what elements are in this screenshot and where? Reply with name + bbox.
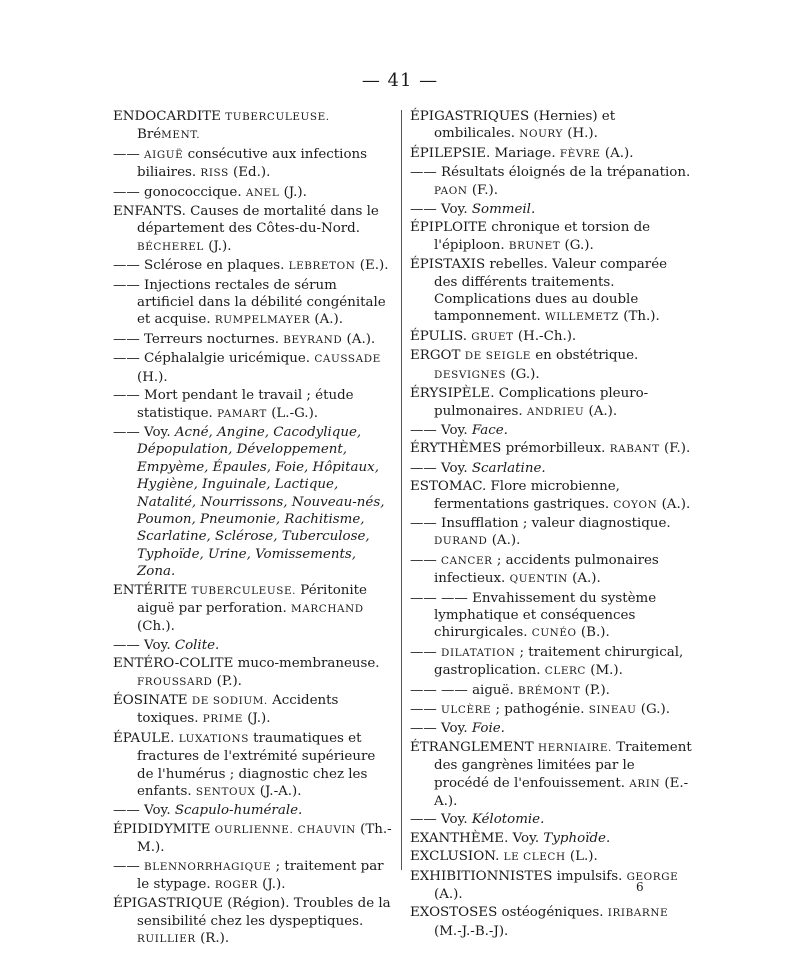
entry-text: (R.).	[195, 931, 230, 947]
small-caps-text: PRIME	[202, 713, 243, 726]
entry-text: (M.-J.-B.-J).	[434, 923, 509, 939]
entry-text: (A.).	[310, 312, 344, 328]
entry-text: —— Voy.	[410, 460, 472, 476]
entry-text: Traitement des gangrènes limitées par le procédé de l'enfouissement.	[434, 739, 692, 791]
entry-text: (G.).	[560, 237, 594, 253]
entry-text: (J.).	[242, 711, 271, 727]
small-caps-text: ANEL	[245, 186, 280, 199]
entry-text: (H.-Ch.).	[513, 328, 577, 344]
small-caps-text: RABANT	[609, 443, 660, 456]
small-caps-text: OURLIENNE.	[214, 823, 294, 836]
entry-text: ——	[410, 644, 442, 660]
entry-text: —— Voy.	[410, 721, 472, 737]
index-entry	[410, 644, 693, 681]
entry-text: —— Voy.	[113, 424, 175, 440]
entry-text: —— Céphalalgie uricémique.	[113, 351, 315, 367]
entry-text: (G.).	[506, 366, 540, 382]
index-entry	[410, 515, 693, 551]
entry-text: —— Résultats éloignés de la trépanation.	[410, 165, 691, 181]
index-entry	[410, 590, 693, 643]
italic-text: Sommeil.	[471, 202, 536, 218]
small-caps-text: RUMPELMAYER	[214, 314, 311, 327]
index-entry	[113, 424, 394, 581]
small-caps-text: BEYRAND	[283, 333, 343, 346]
index-entry	[113, 184, 394, 202]
entry-text: —— Voy.	[113, 637, 175, 653]
entry-text: traumatiques et fractures de l'extrémité supérieure de l'humérus ; diagnostic chez les enfants.	[137, 730, 376, 800]
entry-text: Péritonite aiguë par perforation.	[137, 582, 367, 616]
italic-text: Foie.	[471, 721, 505, 737]
index-entry	[410, 328, 693, 346]
entry-text: (B.).	[576, 625, 610, 641]
small-caps-text: CANCER	[441, 554, 493, 567]
entry-text: (J.).	[279, 184, 307, 200]
index-entry	[410, 552, 693, 589]
signature-mark: 6	[636, 880, 644, 894]
italic-text: Face.	[471, 422, 508, 438]
small-caps-text: TUBERCULEUSE.	[191, 584, 297, 597]
index-entry	[113, 692, 394, 729]
small-caps-text: ANDRIEU	[526, 405, 585, 418]
entry-text: ENDOCARDITE	[113, 109, 226, 124]
entry-text: —— —— aiguë.	[410, 682, 518, 698]
italic-text: Scapulo-humérale.	[174, 803, 303, 819]
small-caps-text: QUENTIN	[509, 573, 568, 586]
entry-text: (F.).	[467, 182, 498, 198]
index-entry	[410, 720, 693, 737]
index-entry	[410, 904, 693, 940]
entry-text: —— Voy.	[410, 812, 472, 828]
left-column	[113, 108, 394, 950]
index-entry	[113, 858, 394, 895]
index-entry	[113, 637, 394, 654]
entry-text: ÉPILEPSIE. Mariage.	[410, 145, 560, 161]
small-caps-text: IRIBARNE	[607, 907, 669, 920]
entry-text: ——	[113, 146, 145, 162]
index-entry	[410, 201, 693, 218]
index-entry	[410, 701, 693, 719]
entry-text: ——	[410, 552, 442, 568]
index-entry	[410, 108, 693, 144]
index-entry	[113, 350, 394, 386]
entry-text: —— Voy.	[410, 202, 472, 218]
small-caps-text: GEORGE	[626, 870, 679, 883]
entry-text: —— Voy.	[410, 422, 472, 438]
small-caps-text: DE SEIGLE	[464, 350, 531, 363]
page-number: — 41 —	[361, 70, 439, 91]
entry-text: (Ch.).	[137, 619, 175, 635]
entry-text: ——	[113, 858, 145, 874]
index-entry	[113, 802, 394, 819]
entry-text: (M.).	[585, 663, 623, 679]
small-caps-text: BÉCHEREL	[137, 240, 204, 253]
entry-text: (A.).	[487, 533, 521, 549]
entry-text: (A.).	[434, 887, 463, 903]
entry-text: (F.).	[659, 441, 691, 457]
entry-text: ; traitement chirurgical, gastroplication.	[434, 644, 684, 679]
small-caps-text: ARIN	[629, 777, 661, 790]
small-caps-text: DE SODIUM.	[191, 695, 268, 707]
index-entry	[113, 895, 394, 948]
italic-text: Typhoïde.	[543, 830, 611, 846]
entry-text: —— Terreurs nocturnes.	[113, 331, 284, 347]
index-entry	[113, 821, 394, 857]
small-caps-text: PAON	[434, 184, 468, 197]
entry-text: (A.).	[657, 496, 691, 512]
entry-text: (Ed.).	[228, 165, 271, 181]
entry-text: ; accidents pulmonaires infectieux.	[434, 552, 659, 587]
entry-text: ÉRYSIPÈLE. Complications pleuro-pulmonaires.	[410, 386, 649, 419]
entry-text: (J.).	[203, 238, 232, 254]
entry-text: ÉPISTAXIS rebelles. Valeur comparée des différents traitements. Complications dues au double tamponnement.	[410, 257, 668, 325]
index-entry	[410, 422, 693, 439]
entry-text: (J.-A.).	[255, 784, 302, 800]
entry-text: (A.).	[584, 403, 618, 419]
entry-text: ÉPAULE.	[113, 730, 179, 746]
small-caps-text: CAUSSADE	[314, 353, 381, 366]
right-column	[410, 108, 693, 941]
index-entry	[410, 440, 693, 458]
entry-text: ÉRYTHÈMES prémorbilleux.	[410, 441, 610, 457]
small-caps-text: NOURY	[519, 128, 563, 141]
small-caps-text: DESVIGNES	[434, 368, 507, 381]
index-entry	[113, 203, 394, 256]
entry-text: —— Voy.	[113, 803, 175, 819]
italic-text: Colite.	[174, 637, 220, 653]
entry-text: ÉPIGASTRIQUE (Région). Troubles de la sensibilité chez les dyspeptiques.	[113, 896, 391, 929]
entry-text: ÉPIGASTRIQUES (Hernies) et ombilicales.	[410, 109, 616, 142]
index-entry	[410, 848, 693, 866]
entry-text: —— Injections rectales de sérum artificiel dans la débilité congénitale et acquise.	[113, 277, 386, 328]
small-caps-text: RUILLIER	[137, 933, 196, 946]
entry-text: consécutive aux infections biliaires.	[137, 146, 368, 181]
entry-text: (Th.).	[618, 309, 660, 325]
entry-text: ÉTRANGLEMENT	[410, 739, 538, 755]
index-entry	[410, 164, 693, 200]
small-caps-text: GRUET	[471, 330, 514, 343]
index-entry	[113, 331, 394, 349]
entry-text: EXHIBITIONNISTES impulsifs.	[410, 868, 627, 884]
small-caps-text: ROGER	[214, 879, 258, 892]
small-caps-text: COYON	[613, 498, 658, 511]
entry-text: (G.).	[636, 702, 670, 717]
entry-text: ENTÉRITE	[113, 582, 192, 598]
entry-text: (E.-A.).	[434, 775, 689, 810]
index-entry	[410, 460, 693, 477]
entry-text: (P.).	[580, 682, 610, 698]
entry-text: (A.).	[342, 331, 376, 347]
small-caps-text: DILATATION	[441, 646, 516, 659]
index-entry	[410, 145, 693, 163]
small-caps-text: MARCHAND	[291, 602, 364, 615]
column-divider	[401, 110, 402, 870]
index-entry	[410, 739, 693, 811]
index-entry	[410, 219, 693, 255]
entry-text: ERGOT	[410, 348, 465, 364]
index-entry	[113, 108, 394, 145]
entry-text: ——	[410, 702, 442, 717]
italic-text: Scarlatine.	[471, 460, 546, 476]
small-caps-text: MENT.	[161, 129, 201, 142]
small-caps-text: ULCÈRE	[441, 704, 492, 716]
small-caps-text: RISS	[200, 167, 229, 180]
small-caps-text: CLERC	[544, 665, 586, 678]
italic-text: Kélotomie.	[471, 812, 545, 828]
entry-text: —— Mort pendant le travail ; étude statistique.	[113, 388, 354, 421]
entry-text: —— —— Envahissement du système lymphatique et conséquences chirurgicales.	[410, 590, 657, 641]
small-caps-text: FROUSSARD	[137, 675, 213, 688]
index-entry	[113, 257, 394, 275]
small-caps-text: BRÉMONT	[517, 684, 581, 697]
index-entry	[410, 682, 693, 700]
entry-text: —— Sclérose en plaques.	[113, 258, 289, 274]
small-caps-text: LE CLECH	[503, 851, 566, 864]
index-entry	[410, 385, 693, 421]
entry-text: (L.).	[565, 849, 598, 865]
entry-text: ENTÉRO-COLITE muco-membraneuse.	[113, 656, 380, 672]
small-caps-text: AIGUË	[144, 148, 184, 161]
index-entry	[410, 830, 693, 847]
small-caps-text: TUBERCULEUSE.	[225, 111, 330, 123]
small-caps-text: CUNÉO	[531, 627, 577, 640]
entry-text: (E.).	[355, 258, 389, 274]
entry-text: ; pathogénie.	[491, 702, 589, 717]
entry-text: en obstétrique.	[530, 348, 639, 364]
index-entry	[113, 582, 394, 636]
entry-text: ÉPIDIDYMITE	[113, 821, 215, 837]
entry-text: ; traitement par le stypage.	[137, 858, 384, 893]
entry-text: (H.).	[563, 126, 598, 142]
small-caps-text: LEBRETON	[288, 260, 356, 273]
entry-text: ESTOMAC. Flore microbienne, fermentations gastriques.	[410, 479, 620, 512]
index-entry	[113, 730, 394, 802]
small-caps-text: CHAUVIN	[297, 823, 356, 836]
entry-text: Accidents toxiques.	[137, 693, 339, 727]
entry-text: (Th.-M.).	[137, 821, 392, 856]
entry-text: —— gonococcique.	[113, 184, 246, 200]
entry-text: EXCLUSION.	[410, 849, 504, 865]
entry-text: (H.).	[137, 369, 168, 385]
small-caps-text: PAMART	[217, 407, 267, 420]
entry-text: ENFANTS. Causes de mortalité dans le département des Côtes-du-Nord.	[113, 204, 379, 237]
index-entry	[113, 655, 394, 691]
entry-text: ÉPIPLOITE chronique et torsion de l'épiploon.	[410, 220, 651, 253]
entry-text: (L.-G.).	[266, 405, 319, 421]
entry-text: (P.).	[212, 673, 242, 689]
small-caps-text: FÈVRE	[559, 147, 601, 160]
entry-text: EXOSTOSES ostéogéniques.	[410, 905, 608, 921]
entry-text: ÉOSINATE	[113, 693, 192, 708]
small-caps-text: HERNIAIRE.	[537, 741, 612, 754]
index-entry	[410, 478, 693, 514]
index-entry	[113, 387, 394, 423]
small-caps-text: BRUNET	[508, 239, 561, 252]
entry-text: —— Insufflation ; valeur diagnostique.	[410, 515, 671, 531]
entry-text: (J.).	[257, 877, 286, 893]
entry-text: ÉPULIS.	[410, 328, 472, 344]
small-caps-text: LUXATIONS	[178, 732, 249, 745]
entry-text: EXANTHÈME. Voy.	[410, 830, 544, 846]
italic-text: Acné, Angine, Cacodylique, Dépopulation, Développement, Empyème, Épaules, Foie, Hôpitaux, Hygiène, Inguinale, Lactique, Natalité, Nourrissons, Nouveau-nés, Poumon, Pneumonie, Rachitisme, Scarlatine, Sclérose, Tuberculose, Typhoïde, Urine, Vomissements, Zona.	[137, 424, 385, 580]
small-caps-text: DURAND	[434, 535, 488, 548]
index-entry	[410, 256, 693, 327]
entry-text: (A.).	[567, 571, 601, 587]
small-caps-text: SENTOUX	[195, 786, 256, 799]
index-entry	[410, 811, 693, 828]
index-entry	[410, 347, 693, 384]
index-entry	[113, 277, 394, 330]
entry-text: (A.).	[600, 145, 634, 161]
small-caps-text: BLENNORRHAGIQUE	[144, 860, 272, 873]
index-entry	[410, 868, 693, 904]
entry-text: Bré	[137, 127, 162, 143]
small-caps-text: SINEAU	[588, 704, 637, 716]
index-entry	[113, 146, 394, 183]
small-caps-text: WILLEMETZ	[545, 311, 619, 324]
